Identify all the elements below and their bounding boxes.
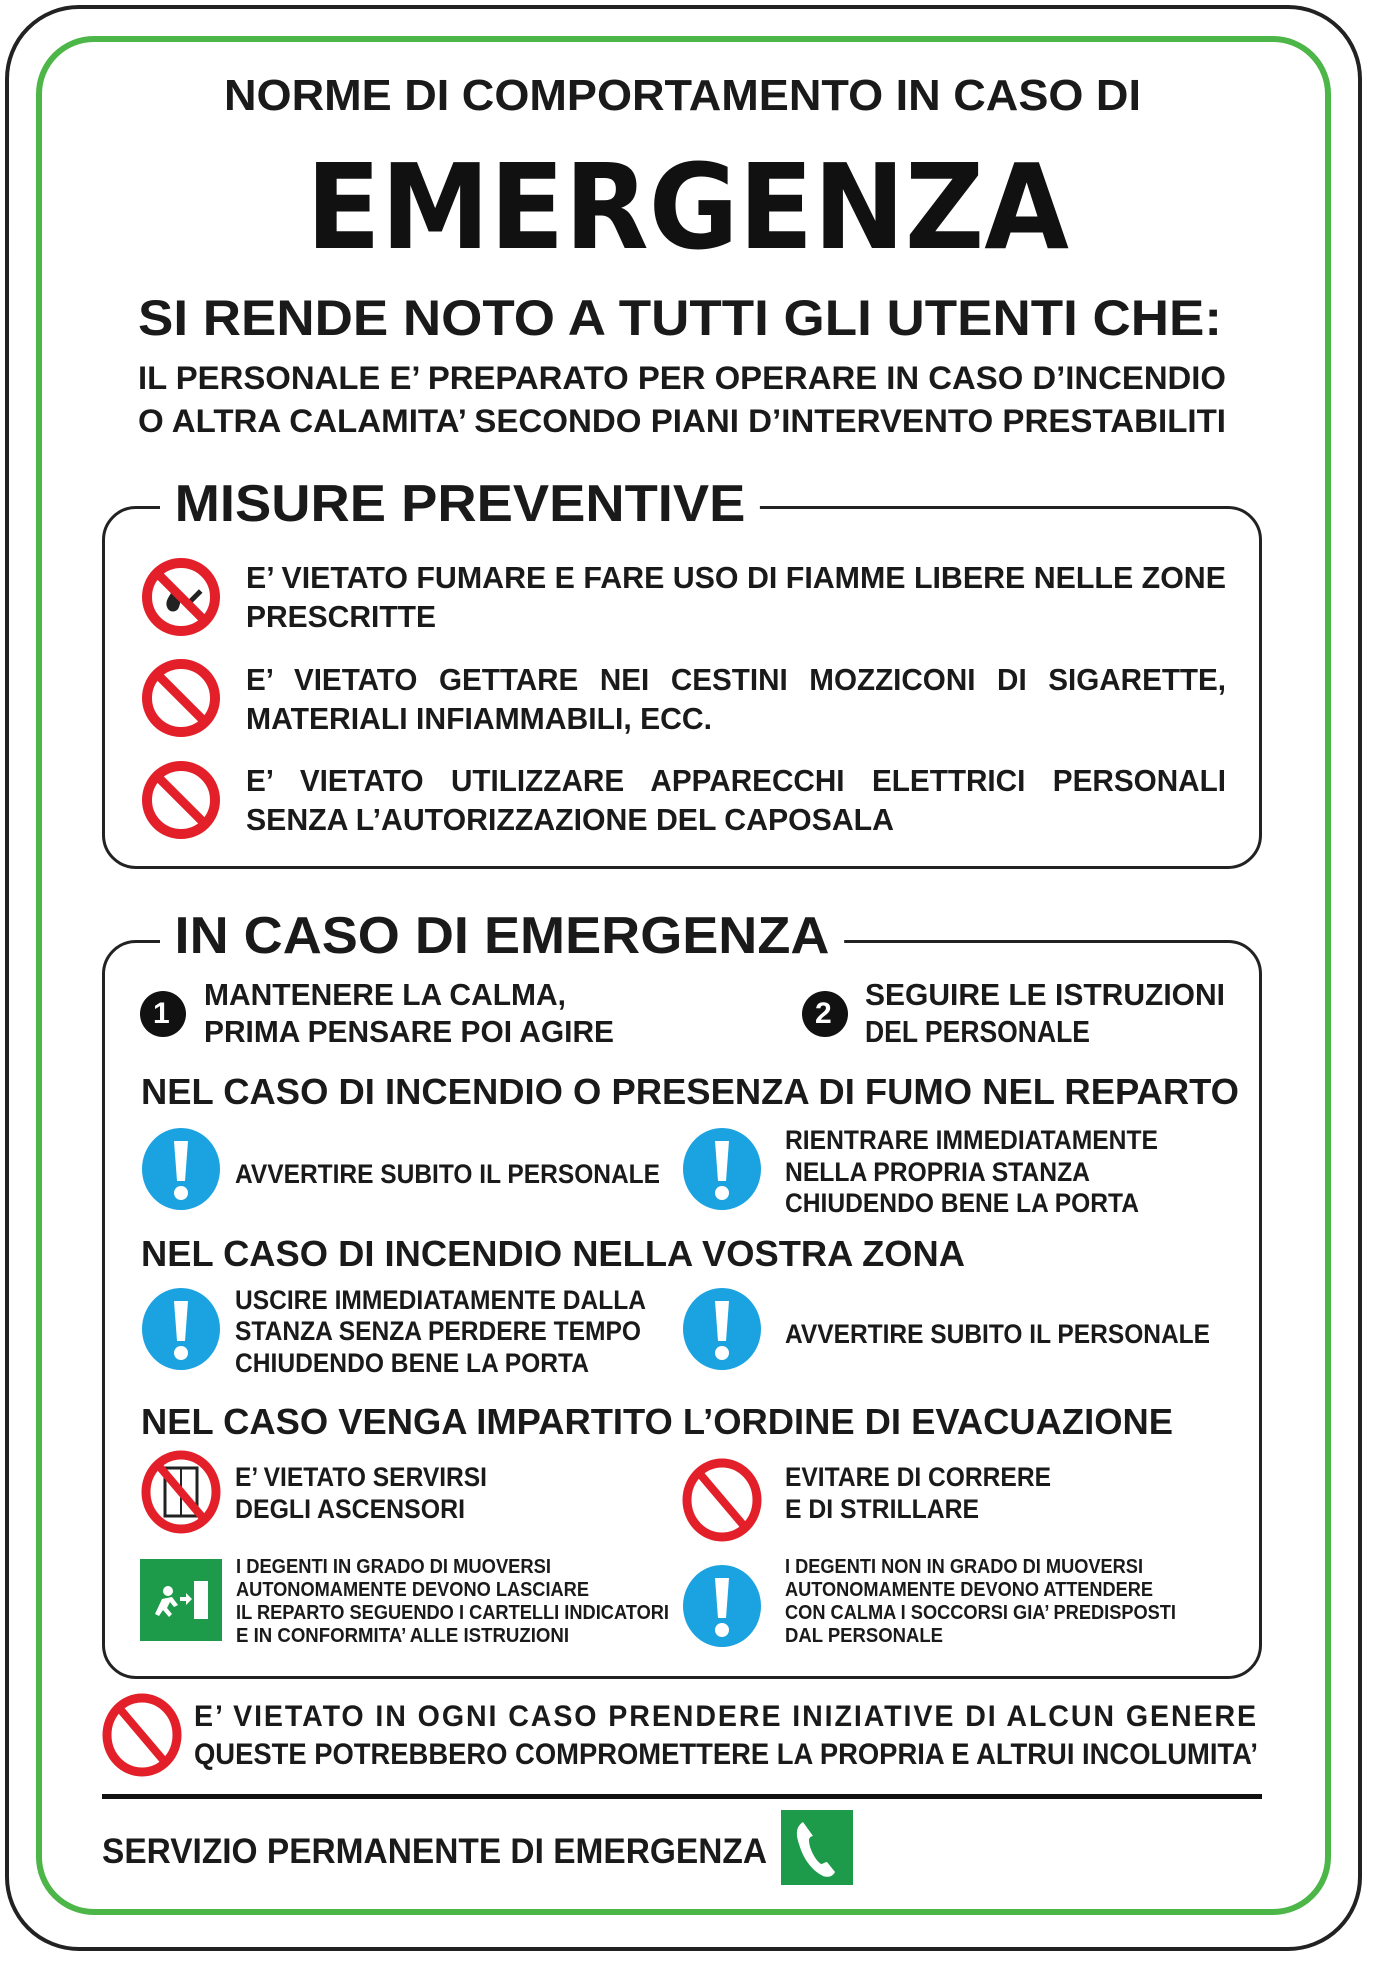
step-2-number: 2 xyxy=(815,997,832,1030)
step-1-line2: PRIMA PENSARE POI AGIRE xyxy=(204,1014,614,1049)
evac-a-line1: E’ VIETATO SERVIRSI xyxy=(235,1462,487,1492)
evac-b-line2: E DI STRILLARE xyxy=(785,1494,979,1524)
smoke-right-line1: RIENTRARE IMMEDIATAMENTE xyxy=(785,1125,1158,1155)
smoke-subheading: NEL CASO DI INCENDIO O PRESENZA DI FUMO NEL REPARTO xyxy=(141,1071,1239,1112)
evac-b-line1: EVITARE DI CORRERE xyxy=(785,1462,1051,1492)
warning-line1: E’ VIETATO IN OGNI CASO PRENDERE INIZIATIVE DI ALCUN GENERE xyxy=(194,1700,1258,1733)
evacuation-subheading: NEL CASO VENGA IMPARTITO L’ORDINE DI EVACUAZIONE xyxy=(141,1401,1173,1442)
preventive-item-3-line1: E’ VIETATO UTILIZZARE APPARECCHI ELETTRICI PERSONALI xyxy=(246,763,1226,798)
prohibition-icon xyxy=(141,760,221,840)
evac-d-line2: AUTONOMAMENTE DEVONO ATTENDERE xyxy=(785,1579,1153,1601)
preventive-item-2-line1: E’ VIETATO GETTARE NEI CESTINI MOZZICONI DI SIGARETTE, xyxy=(246,662,1226,697)
phone-icon xyxy=(781,1810,853,1885)
step-1-line1: MANTENERE LA CALMA, xyxy=(204,977,566,1012)
preventive-item-2-line2: MATERIALI INFIAMMABILI, ECC. xyxy=(246,701,712,736)
preventive-item-3-line2: SENZA L’AUTORIZZAZIONE DEL CAPOSALA xyxy=(246,802,894,837)
evac-a-line2: DEGLI ASCENSORI xyxy=(235,1494,465,1524)
warning-line2: QUESTE POTREBBERO COMPROMETTERE LA PROPRIA E ALTRUI INCOLUMITA’ xyxy=(194,1738,1258,1771)
smoke-left-line1: AVVERTIRE SUBITO IL PERSONALE xyxy=(235,1159,660,1189)
preventive-heading: MISURE PREVENTIVE xyxy=(160,478,760,530)
evac-d-line3: CON CALMA I SOCCORSI GIA’ PREDISPOSTI xyxy=(785,1602,1176,1624)
mandatory-action-icon xyxy=(682,1287,762,1371)
zone-subheading: NEL CASO DI INCENDIO NELLA VOSTRA ZONA xyxy=(141,1233,965,1274)
evac-c-line4: E IN CONFORMITA’ ALLE ISTRUZIONI xyxy=(236,1625,569,1647)
footer-label: SERVIZIO PERMANENTE DI EMERGENZA xyxy=(102,1832,767,1871)
emergency-heading: IN CASO DI EMERGENZA xyxy=(160,910,844,962)
preventive-item-1-line1: E’ VIETATO FUMARE E FARE USO DI FIAMME LIBERE NELLE ZONE xyxy=(246,560,1226,595)
notice-heading: SI RENDE NOTO A TUTTI GLI UTENTI CHE: xyxy=(138,290,1222,346)
zone-right-line1: AVVERTIRE SUBITO IL PERSONALE xyxy=(785,1319,1210,1349)
mandatory-action-icon xyxy=(682,1127,762,1211)
step-2-line1: SEGUIRE LE ISTRUZIONI xyxy=(865,977,1225,1012)
evac-d-line1: I DEGENTI NON IN GRADO DI MUOVERSI xyxy=(785,1556,1143,1578)
mandatory-action-icon xyxy=(141,1287,221,1371)
notice-body-2: O ALTRA CALAMITA’ SECONDO PIANI D’INTERVENTO PRESTABILITI xyxy=(138,403,1226,439)
step-1-number: 1 xyxy=(153,997,170,1030)
emergency-exit-icon xyxy=(140,1559,222,1641)
evac-c-line2: AUTONOMAMENTE DEVONO LASCIARE xyxy=(236,1579,589,1601)
evac-d-line4: DAL PERSONALE xyxy=(785,1625,943,1647)
evac-c-line3: IL REPARTO SEGUENDO I CARTELLI INDICATORI xyxy=(236,1602,669,1624)
smoke-right-line2: NELLA PROPRIA STANZA xyxy=(785,1157,1090,1187)
zone-left-line3: CHIUDENDO BENE LA PORTA xyxy=(235,1348,589,1378)
preventive-item-1-line2: PRESCRITTE xyxy=(246,599,436,634)
prohibition-icon xyxy=(682,1458,762,1542)
step-2-line2: DEL PERSONALE xyxy=(865,1014,1090,1049)
prohibition-icon xyxy=(141,658,221,738)
zone-left-line1: USCIRE IMMEDIATAMENTE DALLA xyxy=(235,1285,646,1315)
prohibition-icon xyxy=(102,1693,182,1777)
evac-c-line1: I DEGENTI IN GRADO DI MUOVERSI xyxy=(236,1556,551,1578)
page-title: EMERGENZA xyxy=(306,138,1069,276)
notice-body-1: IL PERSONALE E’ PREPARATO PER OPERARE IN CASO D’INCENDIO xyxy=(138,360,1226,396)
mandatory-action-icon xyxy=(141,1127,221,1211)
smoke-right-line3: CHIUDENDO BENE LA PORTA xyxy=(785,1188,1139,1218)
mandatory-action-icon xyxy=(682,1564,762,1648)
no-elevator-icon xyxy=(141,1450,221,1534)
header-line1: NORME DI COMPORTAMENTO IN CASO DI xyxy=(224,71,1141,120)
no-smoking-no-flames-icon xyxy=(141,557,221,637)
zone-left-line2: STANZA SENZA PERDERE TEMPO xyxy=(235,1316,641,1346)
